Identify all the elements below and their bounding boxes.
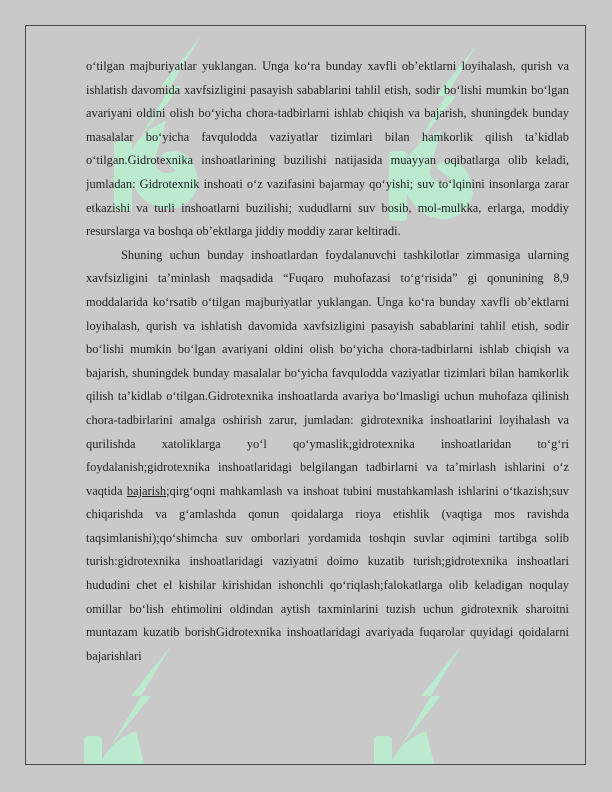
document-body (86, 55, 569, 668)
paragraph-text: ;qirg‘oqni mahkamlash va inshoat tubini mustahkamlash ishlarini o‘tkazish;suv chiqarishda va g‘amlashda qonun qoidalarga rioya etishlik (vaqtiga mos ravishda taqsimlanishi);qo‘shimcha suv omborlari yordamida toshqin suvlar oqimini tartibga solib turish:gidrotexnika inshoatlaridagi vaziyatni doimo kuzatib turish;gidrotexnika inshoatlari hududini chet el kishilar kirishidan ishonchli qo‘riqlash;falokatlarga olib keladigan noqulay omillar bo‘lish ehtimolini oldindan aytish taxminlarini tuzish uchun gidrotexnik sharoitni muntazam kuzatib borishGidrotexnika inshoatlaridagi avariyada fuqarolar quyidagi qoidalarni bajarishlari (86, 483, 569, 663)
document-page (25, 25, 586, 765)
underlined-word: bajarish (126, 483, 167, 498)
paragraph (86, 244, 569, 669)
paragraph-text: Shuning uchun bunday inshoatlardan foydalanuvchi tashkilotlar zimmasiga ularning xavfsizligini ta’minlash maqsadida “Fuqaro muhofazasi to‘g‘risida” gi qonunining 8,9 moddalarida ko‘rsatib o‘tilgan majburiyatlar yuklangan. Unga ko‘ra bunday xavfli ob’ektlarni loyihalash, qurish va ishlatish davomida xavfsizligini pasayish sabablarini tahlil etish, sodir bo‘lishi mumkin bo‘lgan avariyani oldini olish bo‘yicha chora-tadbirlarni ishlab chiqish va bajarish, shuningdek bunday masalalar bo‘yicha favqulodda vaziyatlar tizimlari bilan hamkorlik qilish ta’kidlab o‘tilgan.Gidrotexnika inshoatlarda avariya bo‘lmasligi uchun muhofaza qilinish chora-tadbirlarini amalga oshirish zarur, jumladan: gidrotexnika inshoatlarini loyihalash va qurilishda xatoliklarga yo‘l qo‘ymaslik;gidrotexnika inshoatlaridan to‘g‘ri foydalanish;gidrotexnika inshoatlaridagi belgilangan tadbirlarni va ta’mirlash ishlarini o‘z vaqtida (86, 247, 569, 498)
paragraph: o‘tilgan majburiyatlar yuklangan. Unga ko‘ra bunday xavfli ob’ektlarni loyihalash, qurish va ishlatish davomida xavfsizligini pasayish sabablarini tahlil etish, sodir bo‘lishi mumkin bo‘lgan avariyani oldini olish bo‘yicha chora-tadbirlarni ishlab chiqish va bajarish, shuningdek bunday masalalar bo‘yicha favqulodda vaziyatlar tizimlari bilan hamkorlik qilish ta’kidlab o‘tilgan.Gidrotexnika inshoatlarining buzilishi natijasida muayyan oqibatlarga olib keladi, jumladan: Gidrotexnik inshoati o‘z vazifasini bajarmay qo‘yishi; suv to‘lqinini insonlarga zarar etkazishi va turli inshoatlarni buzilishi; xududlarni suv bosib, mol-mulkka, erlarga, moddiy resurslarga va boshqa ob’ektlarga jiddiy moddiy zarar keltiradi. (86, 59, 569, 239)
